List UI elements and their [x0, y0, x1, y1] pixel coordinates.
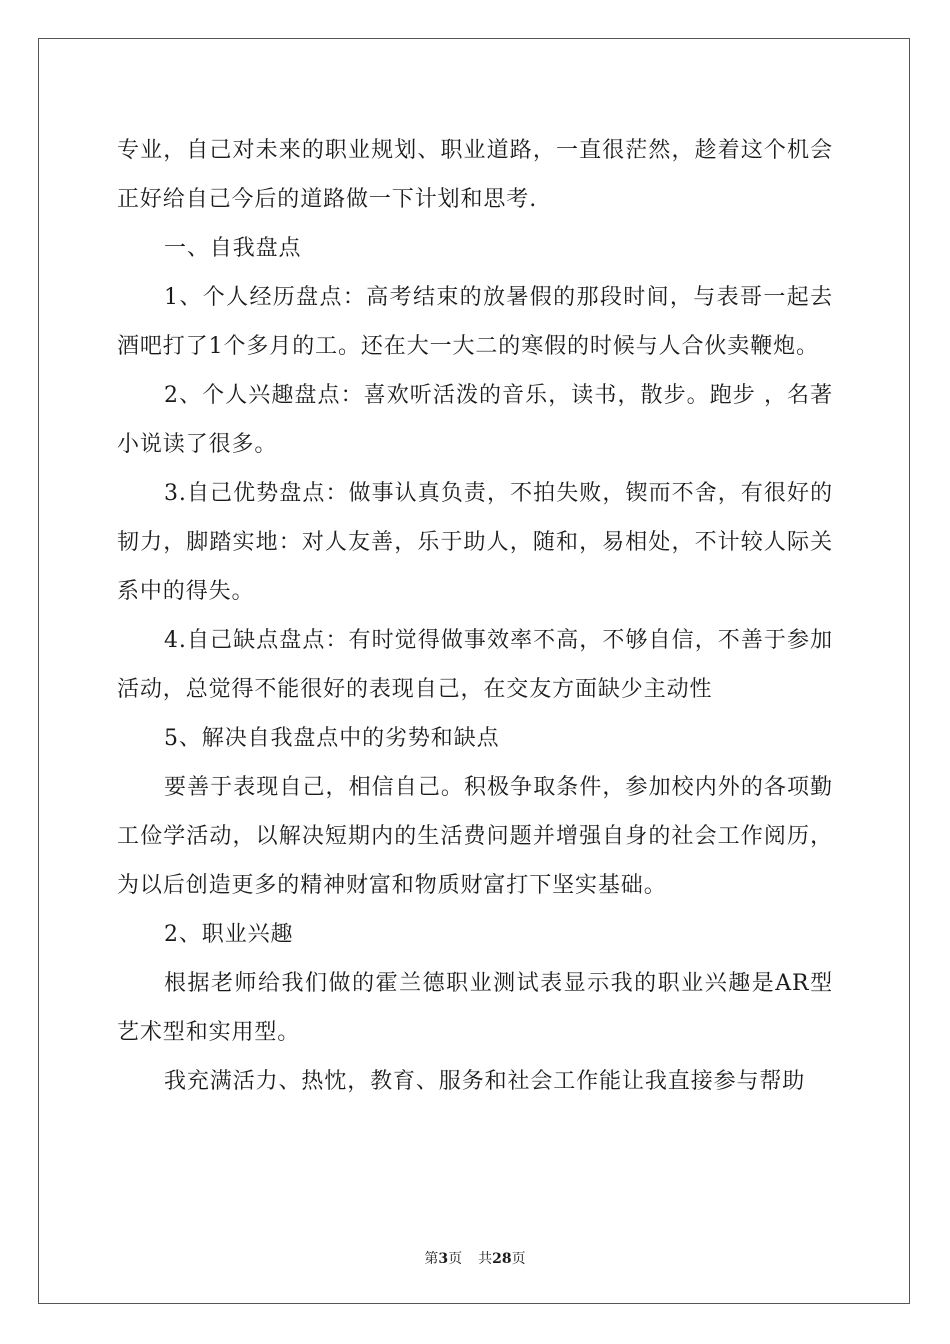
paragraph: 要善于表现自己，相信自己。积极争取条件，参加校内外的各项勤工俭学活动，以解决短期内的生活费问题并增强自身的社会工作阅历，为以后创造更多的精神财富和物质财富打下坚实基础。: [117, 775, 833, 898]
page-number: 3: [438, 1251, 449, 1267]
section-heading: 一、自我盘点: [164, 236, 302, 261]
paragraph: 根据老师给我们做的霍兰德职业测试表显示我的职业兴趣是AR型艺术型和实用型。: [117, 971, 833, 1045]
paragraph: 2、个人兴趣盘点：喜欢听活泼的音乐，读书，散步。跑步 ，名著小说读了很多。: [117, 383, 833, 457]
section-heading: 2、职业兴趣: [164, 922, 294, 947]
page-footer: [0, 1248, 950, 1268]
page-suffix: 页: [448, 1251, 463, 1267]
paragraph: 3.自己优势盘点：做事认真负责，不拍失败，锲而不舍，有很好的韧力，脚踏实地：对人友善，乐于助人，随和，易相处，不计较人际关系中的得失。: [117, 481, 833, 604]
paragraph: 专业，自己对未来的职业规划、职业道路，一直很茫然，趁着这个机会正好给自己今后的道路做一下计划和思考.: [117, 138, 833, 212]
total-prefix: 共: [478, 1251, 493, 1267]
total-suffix: 页: [511, 1251, 526, 1267]
page-prefix: 第: [424, 1251, 439, 1267]
paragraph: 4.自己缺点盘点：有时觉得做事效率不高，不够自信，不善于参加活动，总觉得不能很好的表现自己，在交友方面缺少主动性: [117, 628, 833, 702]
subsection-heading: 5、解决自我盘点中的劣势和缺点: [164, 726, 500, 751]
paragraph: 我充满活力、热忱，教育、服务和社会工作能让我直接参与帮助: [164, 1069, 806, 1094]
document-body: [117, 126, 833, 1106]
total-pages: 28: [492, 1251, 512, 1267]
paragraph: 1、个人经历盘点：高考结束的放暑假的那段时间，与表哥一起去酒吧打了1个多月的工。还在大一大二的寒假的时候与人合伙卖鞭炮。: [117, 285, 833, 359]
